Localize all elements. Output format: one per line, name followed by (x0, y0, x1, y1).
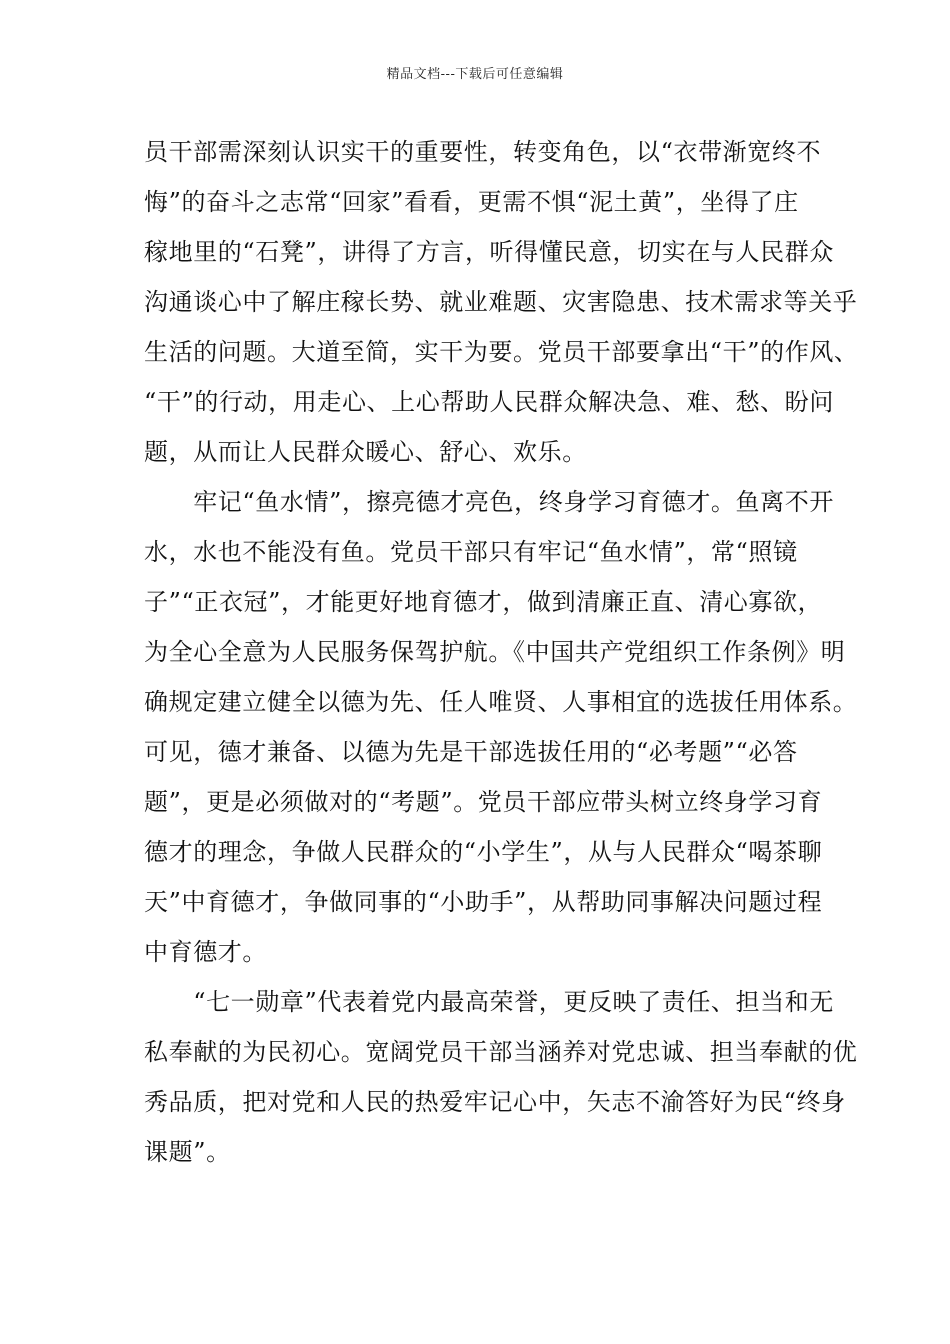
text-line: 生活的问题。大道至简，实干为要。党员干部要拿出“干”的作风、 (144, 338, 859, 366)
page-header: 精品文档---下载后可任意编辑 (386, 67, 564, 82)
text-line: 确规定建立健全以德为先、任人唯贤、人事相宜的选拔任用体系。 (144, 688, 858, 716)
text-line: 稼地里的“石凳”，讲得了方言，听得懂民意，切实在与人民群众 (144, 238, 834, 266)
text-line: 秀品质，把对党和人民的热爱牢记心中，矢志不渝答好为民“终身 (144, 1088, 846, 1116)
text-line: 私奉献的为民初心。宽阔党员干部当涵养对党忠诚、担当奉献的优 (144, 1038, 858, 1066)
text-line: 水，水也不能没有鱼。党员干部只有牢记“鱼水情”，常“照镜 (144, 538, 798, 566)
text-line: 子”“正衣冠”，才能更好地育德才，做到清廉正直、清心寡欲， (144, 588, 823, 616)
text-line: 课题”。 (144, 1138, 231, 1166)
text-line: 为全心全意为人民服务保驾护航。《中国共产党组织工作条例》明 (144, 638, 846, 666)
text-line: 题”，更是必须做对的“考题”。党员干部应带头树立终身学习育 (144, 788, 823, 816)
text-line: 题，从而让人民群众暖心、舒心、欢乐。 (144, 438, 587, 466)
text-line: 悔”的奋斗之志常“回家”看看，更需不惧“泥土黄”，坐得了庄 (144, 188, 799, 216)
text-line: 沟通谈心中了解庄稼长势、就业难题、灾害隐患、技术需求等关乎 (144, 288, 858, 316)
text-line: 可见，德才兼备、以德为先是干部选拔任用的“必考题”“必答 (144, 738, 798, 766)
text-line: 员干部需深刻认识实干的重要性，转变角色，以“衣带渐宽终不 (144, 138, 822, 166)
text-line: 中育德才。 (144, 938, 267, 966)
paragraph-start-line: 牢记“鱼水情”，擦亮德才亮色，终身学习育德才。鱼离不开 (144, 488, 834, 516)
text-line: 德才的理念，争做人民群众的“小学生”，从与人民群众“喝茶聊 (144, 838, 823, 866)
document-body (144, 132, 859, 1182)
paragraph-start-line: “七一勋章”代表着党内最高荣誉，更反映了责任、担当和无 (144, 988, 834, 1016)
text-line: “干”的行动，用走心、上心帮助人民群众解决急、难、愁、盼问 (144, 388, 834, 416)
text-line: 天”中育德才，争做同事的“小助手”，从帮助同事解决问题过程 (144, 888, 823, 916)
